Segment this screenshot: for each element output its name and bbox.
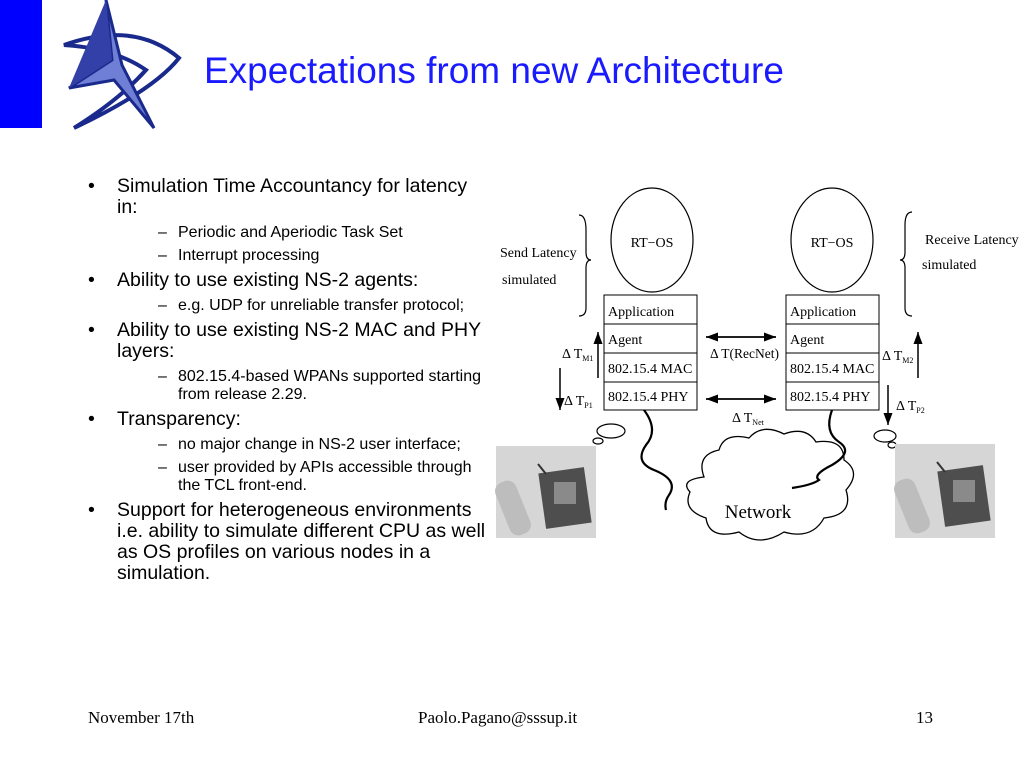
delta-tp1-label: Δ $T_{P1}$ — [564, 394, 593, 410]
sub-bullet-dash: – — [158, 247, 167, 264]
sub-bullet-dash: – — [158, 459, 167, 476]
layer-application-label: Application — [608, 305, 675, 320]
bullet-dot: • — [88, 408, 95, 430]
receive-latency-simulated-label: simulated — [922, 258, 977, 273]
bullet-dot: • — [88, 499, 95, 521]
sub-bullet-dash: – — [158, 436, 167, 453]
send-latency-label: Send Latency — [500, 246, 577, 261]
sub-bullet-text: Periodic and Aperiodic Task Set — [178, 224, 403, 241]
left-wireless-link — [642, 410, 672, 510]
send-latency-brace — [579, 215, 591, 316]
rtos-left-label: RT−OS — [630, 236, 674, 251]
logo-icon — [34, 0, 184, 135]
bullet-item — [88, 270, 490, 291]
sub-bullet-text: no major change in NS-2 user interface; — [178, 436, 461, 453]
bullet-text: Simulation Time Accountancy for latency in: — [117, 175, 468, 218]
receive-latency-brace — [900, 212, 912, 316]
layer-phy-label: 802.15.4 PHY — [790, 390, 871, 405]
bullet-dot: • — [88, 319, 95, 341]
sub-bullet-item — [88, 224, 490, 242]
right-device-photo — [891, 444, 995, 538]
sub-bullet-dash: – — [158, 297, 167, 314]
footer-page-number: 13 — [916, 708, 933, 727]
layer-mac-label: 802.15.4 MAC — [790, 362, 875, 377]
delta-tm1-label: Δ $T_{M1}$ — [562, 347, 594, 363]
bullet-text: Support for heterogeneous environments i.e. ability to simulate different CPU as well as OS profiles on various nodes in a simulation. — [117, 499, 486, 584]
sub-bullet-item — [88, 247, 490, 265]
bullet-dot: • — [88, 269, 95, 291]
bullet-item — [88, 176, 490, 218]
footer-email: Paolo.Pagano@sssup.it — [418, 708, 578, 727]
slide-title: Expectations from new Architecture — [204, 50, 784, 91]
network-label: Network — [724, 502, 792, 523]
sub-bullet-text: 802.15.4-based WPANs supported starting from release 2.29. — [178, 368, 481, 403]
bullet-list — [88, 176, 490, 590]
sub-bullet-text: e.g. UDP for unreliable transfer protocol; — [178, 297, 465, 314]
receive-latency-label: Receive Latency — [925, 233, 1019, 248]
delta-recnet-label: Δ T(RecNet) — [710, 346, 780, 361]
layer-application-label: Application — [790, 305, 857, 320]
send-latency-simulated-label: simulated — [502, 273, 557, 288]
bullet-text: Ability to use existing NS-2 agents: — [117, 269, 419, 291]
network-cloud — [687, 429, 854, 540]
thought-bubbles-left — [593, 424, 625, 444]
left-protocol-stack — [604, 295, 697, 410]
bullet-text: Ability to use existing NS-2 MAC and PHY layers: — [117, 319, 481, 362]
layer-agent-label: Agent — [608, 333, 643, 348]
delta-tnet-label: Δ $T_{Net}$ — [732, 411, 764, 427]
architecture-diagram — [494, 180, 1024, 580]
layer-agent-label: Agent — [790, 333, 825, 348]
sub-bullet-item — [88, 368, 490, 404]
sub-bullet-item — [88, 297, 490, 315]
bullet-item — [88, 500, 490, 584]
sub-bullet-dash: – — [158, 368, 167, 385]
footer-date: November 17th — [88, 708, 195, 727]
thought-bubbles-right — [874, 430, 896, 448]
bullet-item — [88, 409, 490, 430]
rtos-right-label: RT−OS — [810, 236, 854, 251]
left-device-photo — [494, 446, 596, 538]
right-protocol-stack — [786, 295, 879, 410]
layer-mac-label: 802.15.4 MAC — [608, 362, 693, 377]
sub-bullet-item — [88, 436, 490, 454]
sub-bullet-item — [88, 459, 490, 495]
bullet-item — [88, 320, 490, 362]
layer-phy-label: 802.15.4 PHY — [608, 390, 689, 405]
bullet-text: Transparency: — [117, 408, 241, 430]
sub-bullet-dash: – — [158, 224, 167, 241]
sub-bullet-text: Interrupt processing — [178, 247, 320, 264]
delta-tp2-label: Δ $T_{P2}$ — [896, 399, 925, 415]
sub-bullet-text: user provided by APIs accessible through the TCL front-end. — [178, 459, 472, 494]
bullet-dot: • — [88, 175, 95, 197]
delta-tm2-label: Δ $T_{M2}$ — [882, 349, 914, 365]
